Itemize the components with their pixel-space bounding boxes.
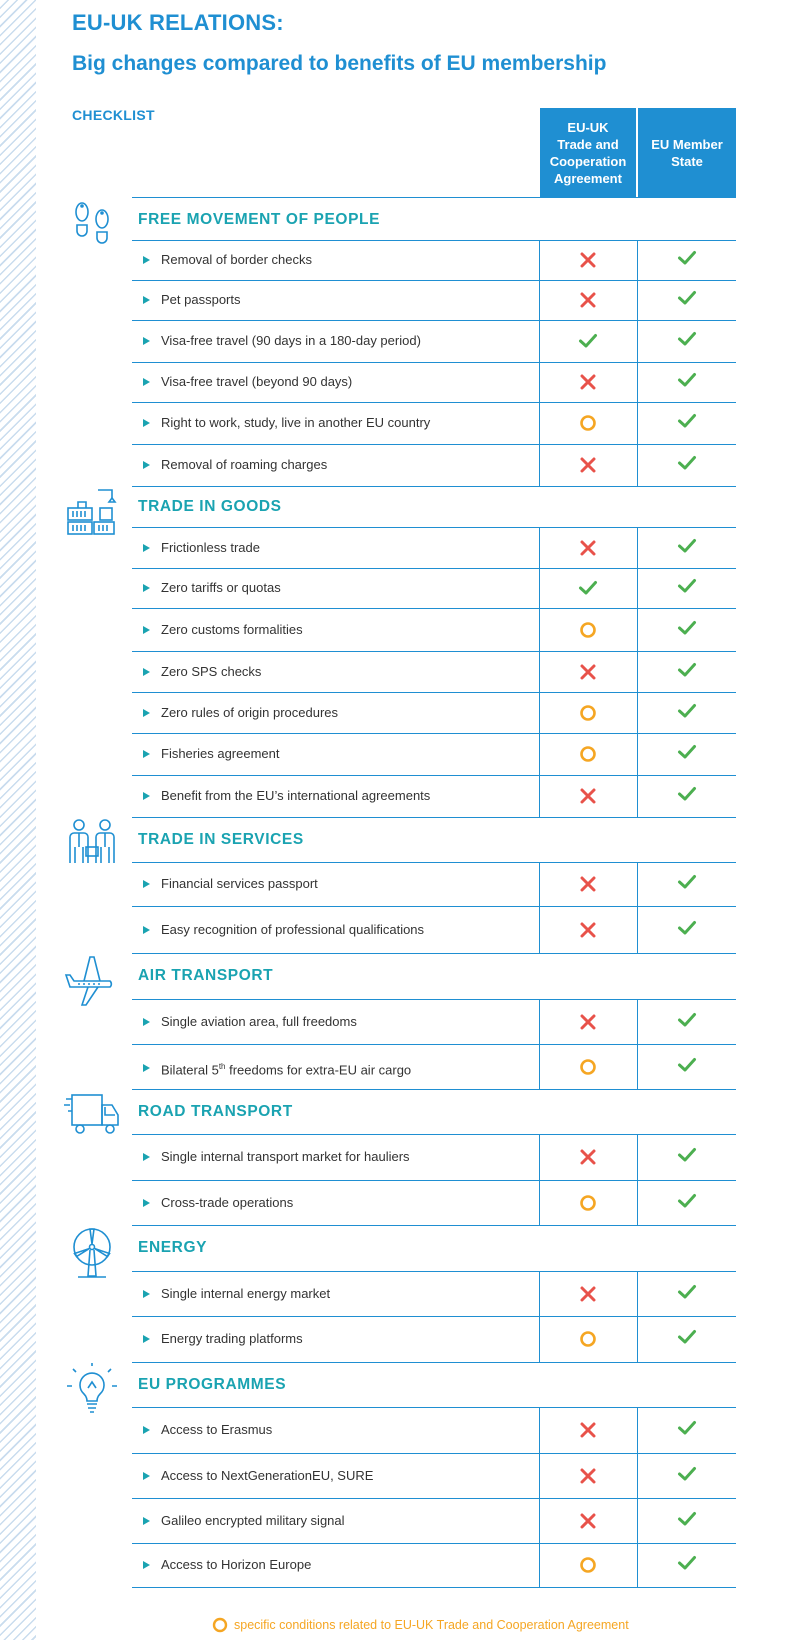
column-divider [637, 862, 638, 953]
row-rule [132, 444, 736, 445]
column-divider [539, 1134, 540, 1225]
row-label [161, 1058, 411, 1079]
tca-status-partial-circle-icon [578, 1193, 598, 1213]
checklist-label: CHECKLIST [72, 107, 155, 123]
column-divider [637, 240, 638, 486]
table-row [143, 539, 260, 557]
row-rule [132, 280, 736, 281]
row-rule [132, 608, 736, 609]
column-divider [539, 1271, 540, 1362]
column-divider [539, 999, 540, 1089]
row-rule [132, 402, 736, 403]
eu-member-status-check-icon [677, 288, 697, 308]
column-divider [539, 240, 540, 486]
bullet-triangle-icon [143, 709, 150, 717]
bullet-triangle-icon [143, 668, 150, 676]
bullet-triangle-icon [143, 626, 150, 634]
section-rule [132, 527, 736, 528]
eu-member-status-check-icon [677, 618, 697, 638]
row-label: Zero rules of origin procedures [161, 704, 339, 720]
bullet-triangle-icon [143, 296, 150, 304]
eu-member-status-check-icon [677, 576, 697, 596]
tca-status-partial-circle-icon [578, 1329, 598, 1349]
row-label: Removal of roaming charges [161, 457, 328, 472]
column-header-eu-member-state-label: EU Member State [651, 136, 723, 169]
eu-member-status-check-icon [677, 872, 697, 892]
bullet-triangle-icon [143, 1199, 150, 1207]
row-label: Zero tariffs or quotas [161, 580, 281, 595]
row-label: Right to work, study, live in another EU country [161, 415, 431, 430]
row-label: Single aviation area, full freedoms [161, 1013, 357, 1029]
footprints-icon [64, 199, 120, 253]
bullet-triangle-icon [143, 750, 150, 758]
tca-status-partial-circle-icon [578, 1555, 598, 1575]
column-header-tca-label: EU-UK Trade and Cooperation Agreement [549, 119, 627, 186]
bullet-triangle-icon [143, 1064, 150, 1072]
column-header-eu-member-state [638, 108, 736, 197]
tca-status-cross-icon [578, 455, 598, 475]
bullet-triangle-icon [143, 880, 150, 888]
row-rule [132, 362, 736, 363]
eu-member-status-check-icon [677, 411, 697, 431]
eu-member-status-check-icon [677, 701, 697, 721]
row-rule [132, 1044, 736, 1045]
eu-member-status-check-icon [677, 1191, 697, 1211]
row-label: Fisheries agreement [161, 746, 280, 761]
row-label: Galileo encrypted military signal [161, 1512, 345, 1528]
bullet-triangle-icon [143, 1335, 150, 1343]
table-row [143, 414, 430, 432]
shipping-containers-icon [64, 486, 120, 540]
row-label: Cross-trade operations [161, 1194, 294, 1210]
table-row [143, 1013, 357, 1031]
row-rule [132, 1225, 736, 1226]
row-rule [132, 320, 736, 321]
eu-member-status-check-icon [677, 1464, 697, 1484]
row-rule [132, 953, 736, 954]
eu-member-status-check-icon [677, 1145, 697, 1165]
column-divider [637, 1134, 638, 1225]
eu-member-status-check-icon [677, 918, 697, 938]
row-label: Zero customs formalities [161, 621, 303, 637]
row-label: Access to Erasmus [161, 1422, 273, 1437]
bullet-triangle-icon [143, 1153, 150, 1161]
column-divider [539, 1407, 540, 1587]
business-people-icon [64, 817, 120, 871]
section-title: ROAD TRANSPORT [138, 1102, 293, 1120]
bullet-triangle-icon [143, 461, 150, 469]
eu-member-status-check-icon [677, 329, 697, 349]
bullet-triangle-icon [143, 419, 150, 427]
row-label-superscript: th [218, 1061, 226, 1071]
bullet-triangle-icon [143, 1018, 150, 1026]
row-label: Single internal transport market for hauliers [161, 1149, 410, 1164]
row-rule [132, 1316, 736, 1317]
tca-status-partial-circle-icon [578, 1057, 598, 1077]
table-row [143, 1194, 293, 1212]
partial-circle-icon [212, 1617, 228, 1633]
table-row [143, 1512, 345, 1530]
row-label: Benefit from the EU’s international agreements [161, 788, 431, 803]
bullet-triangle-icon [143, 256, 150, 264]
row-rule [132, 1453, 736, 1454]
row-rule [132, 692, 736, 693]
row-rule [132, 906, 736, 907]
truck-icon [64, 1089, 120, 1143]
tca-status-cross-icon [578, 1012, 598, 1032]
eu-member-status-check-icon [677, 742, 697, 762]
row-rule [132, 651, 736, 652]
column-divider [539, 862, 540, 953]
bullet-triangle-icon [143, 337, 150, 345]
row-label: Zero SPS checks [161, 663, 262, 679]
tca-status-cross-icon [578, 1420, 598, 1440]
row-label-part: Bilateral 5 [161, 1061, 219, 1077]
table-row [143, 621, 303, 639]
page-title: EU-UK RELATIONS: [72, 10, 284, 35]
table-row [143, 1148, 410, 1166]
eu-member-status-check-icon [677, 1553, 697, 1573]
row-rule [132, 568, 736, 569]
tca-status-cross-icon [578, 920, 598, 940]
row-rule [132, 1543, 736, 1544]
column-divider [637, 1407, 638, 1587]
column-divider [637, 527, 638, 817]
eu-member-status-check-icon [677, 1509, 697, 1529]
section-title: AIR TRANSPORT [138, 967, 274, 984]
tca-status-cross-icon [578, 290, 598, 310]
table-row [143, 787, 430, 805]
eu-member-status-check-icon [677, 536, 697, 556]
eu-member-status-check-icon [677, 1010, 697, 1030]
eu-member-status-check-icon [677, 1055, 697, 1075]
section-title: FREE MOVEMENT OF PEOPLE [138, 210, 381, 228]
bullet-triangle-icon [143, 926, 150, 934]
row-rule [132, 817, 736, 818]
tca-status-cross-icon [578, 874, 598, 894]
legend-text: specific conditions related to EU-UK Trade and Cooperation Agreement [234, 1618, 629, 1632]
eu-member-status-check-icon [677, 248, 697, 268]
section-rule [132, 240, 736, 241]
row-label: Energy trading platforms [161, 1331, 303, 1346]
section-rule [132, 999, 736, 1000]
row-label: Access to NextGenerationEU, SURE [161, 1467, 374, 1483]
eu-member-status-check-icon [677, 1327, 697, 1347]
bullet-triangle-icon [143, 378, 150, 386]
bullet-triangle-icon [143, 1561, 150, 1569]
row-rule [132, 486, 736, 487]
table-row [143, 663, 261, 681]
table-row [143, 291, 241, 309]
tca-status-cross-icon [578, 1511, 598, 1531]
tca-status-partial-circle-icon [578, 620, 598, 640]
row-label-part: freedoms for extra-EU air cargo [225, 1061, 412, 1077]
bullet-triangle-icon [143, 584, 150, 592]
table-row [143, 251, 312, 269]
table-row [143, 1467, 373, 1485]
bullet-triangle-icon [143, 544, 150, 552]
column-divider [539, 527, 540, 817]
tca-status-cross-icon [578, 1466, 598, 1486]
table-row [143, 456, 327, 474]
decorative-hatch-stripe [0, 0, 36, 1640]
row-rule [132, 1180, 736, 1181]
row-rule [132, 1089, 736, 1090]
table-row [143, 875, 318, 893]
wind-turbine-icon [64, 1225, 120, 1279]
legend [212, 1617, 629, 1633]
lightbulb-icon [64, 1362, 120, 1416]
eu-member-status-check-icon [677, 784, 697, 804]
row-rule [132, 775, 736, 776]
row-label: Financial services passport [161, 876, 318, 891]
tca-status-partial-circle-icon [578, 703, 598, 723]
section-title: ENERGY [138, 1239, 208, 1256]
tca-status-cross-icon [578, 1147, 598, 1167]
eu-member-status-check-icon [677, 370, 697, 390]
bullet-triangle-icon [143, 1290, 150, 1298]
tca-status-cross-icon [578, 1284, 598, 1304]
column-divider [637, 999, 638, 1089]
eu-member-status-check-icon [677, 453, 697, 473]
tca-status-cross-icon [578, 372, 598, 392]
page-subtitle: Big changes compared to benefits of EU membership [72, 52, 607, 75]
tca-status-check-icon [578, 331, 598, 351]
section-title: EU PROGRAMMES [138, 1375, 287, 1393]
eu-member-status-check-icon [677, 660, 697, 680]
table-row [143, 1330, 303, 1348]
section-rule [132, 1271, 736, 1272]
tca-status-partial-circle-icon [578, 744, 598, 764]
row-label: Visa-free travel (beyond 90 days) [161, 374, 353, 389]
table-row [143, 332, 421, 350]
tca-status-partial-circle-icon [578, 413, 598, 433]
section-title: TRADE IN GOODS [138, 497, 282, 515]
row-label: Pet passports [161, 292, 241, 307]
row-rule [132, 1498, 736, 1499]
table-row [143, 1058, 411, 1079]
bullet-triangle-icon [143, 1426, 150, 1434]
bullet-triangle-icon [143, 792, 150, 800]
table-row [143, 1556, 311, 1574]
row-label: Removal of border checks [161, 252, 313, 267]
tca-status-cross-icon [578, 250, 598, 270]
table-row [143, 745, 280, 763]
tca-status-cross-icon [578, 786, 598, 806]
section-rule [132, 1407, 736, 1408]
row-label: Visa-free travel (90 days in a 180-day period) [161, 333, 421, 348]
section-rule [132, 862, 736, 863]
table-row [143, 1421, 272, 1439]
eu-member-status-check-icon [677, 1418, 697, 1438]
table-row [143, 1285, 330, 1303]
row-rule [132, 733, 736, 734]
tca-status-cross-icon [578, 538, 598, 558]
table-row [143, 921, 424, 939]
tca-status-check-icon [578, 578, 598, 598]
table-row [143, 579, 281, 597]
section-rule [132, 1134, 736, 1135]
bullet-triangle-icon [143, 1472, 150, 1480]
row-label: Frictionless trade [161, 539, 260, 555]
row-label: Access to Horizon Europe [161, 1557, 312, 1572]
eu-member-status-check-icon [677, 1282, 697, 1302]
table-rule [132, 197, 736, 198]
row-rule [132, 1362, 736, 1363]
table-row [143, 704, 338, 722]
column-header-tca [540, 108, 636, 197]
tca-status-cross-icon [578, 662, 598, 682]
row-rule [132, 1587, 736, 1588]
row-label: Single internal energy market [161, 1285, 331, 1301]
bullet-triangle-icon [143, 1517, 150, 1525]
table-row [143, 373, 352, 391]
column-divider [637, 1271, 638, 1362]
airplane-icon [64, 953, 120, 1007]
section-title: TRADE IN SERVICES [138, 830, 304, 848]
row-label: Easy recognition of professional qualifications [161, 921, 425, 937]
